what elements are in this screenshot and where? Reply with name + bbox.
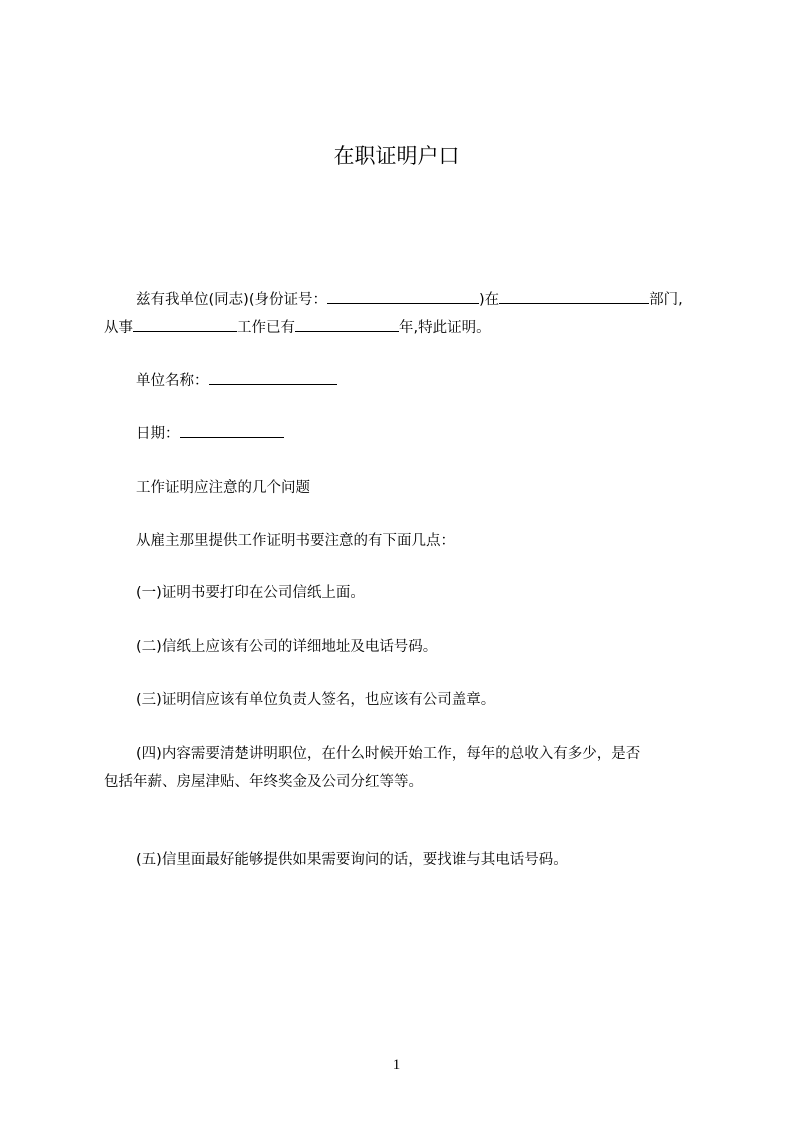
intro-paragraph: 从雇主那里提供工作证明书要注意的有下面几点：: [136, 533, 455, 549]
certificate-text-department: 部门,: [649, 292, 683, 308]
date-blank: [180, 422, 284, 438]
id-number-blank: [327, 288, 479, 304]
department-blank: [499, 288, 649, 304]
point-2: (二)信纸上应该有公司的详细地址及电话号码。: [136, 639, 438, 655]
certificate-text-at: )在: [478, 292, 500, 308]
unit-name-blank: [209, 369, 337, 385]
certificate-line-2: [104, 314, 708, 342]
unit-name-label: 单位名称：: [136, 373, 209, 389]
years-blank: [295, 316, 399, 332]
certificate-text-closing: 年,特此证明。: [399, 320, 491, 336]
unit-name-line: [104, 367, 708, 395]
point-5: (五)信里面最好能够提供如果需要询问的话，要找谁与其电话号码。: [136, 852, 568, 868]
certificate-text-worked-for: 工作已有: [237, 320, 295, 336]
point-4: [104, 740, 708, 796]
date-label: 日期：: [136, 426, 180, 442]
point-4-line-2: 包括年薪、房屋津贴、年终奖金及公司分红等等。: [104, 774, 423, 790]
point-1: (一)证明书要打印在公司信纸上面。: [136, 585, 365, 601]
certificate-text-engaged-in: 从事: [104, 320, 133, 336]
point-4-line-1: (四)内容需要清楚讲明职位，在什么时候开始工作，每年的总收入有多少，是否: [136, 746, 641, 762]
page-number: 1: [392, 1057, 401, 1073]
point-3: (三)证明信应该有单位负责人签名，也应该有公司盖章。: [136, 692, 496, 708]
date-line: [104, 420, 708, 448]
section-heading: 工作证明应注意的几个问题: [136, 480, 310, 496]
certificate-text-id-prefix: 兹有我单位(同志)(身份证号：: [136, 292, 327, 308]
job-blank: [133, 316, 237, 332]
certificate-paragraph: [104, 286, 708, 342]
certificate-line-1: [104, 286, 708, 314]
document-title: 在职证明户口: [333, 144, 460, 168]
